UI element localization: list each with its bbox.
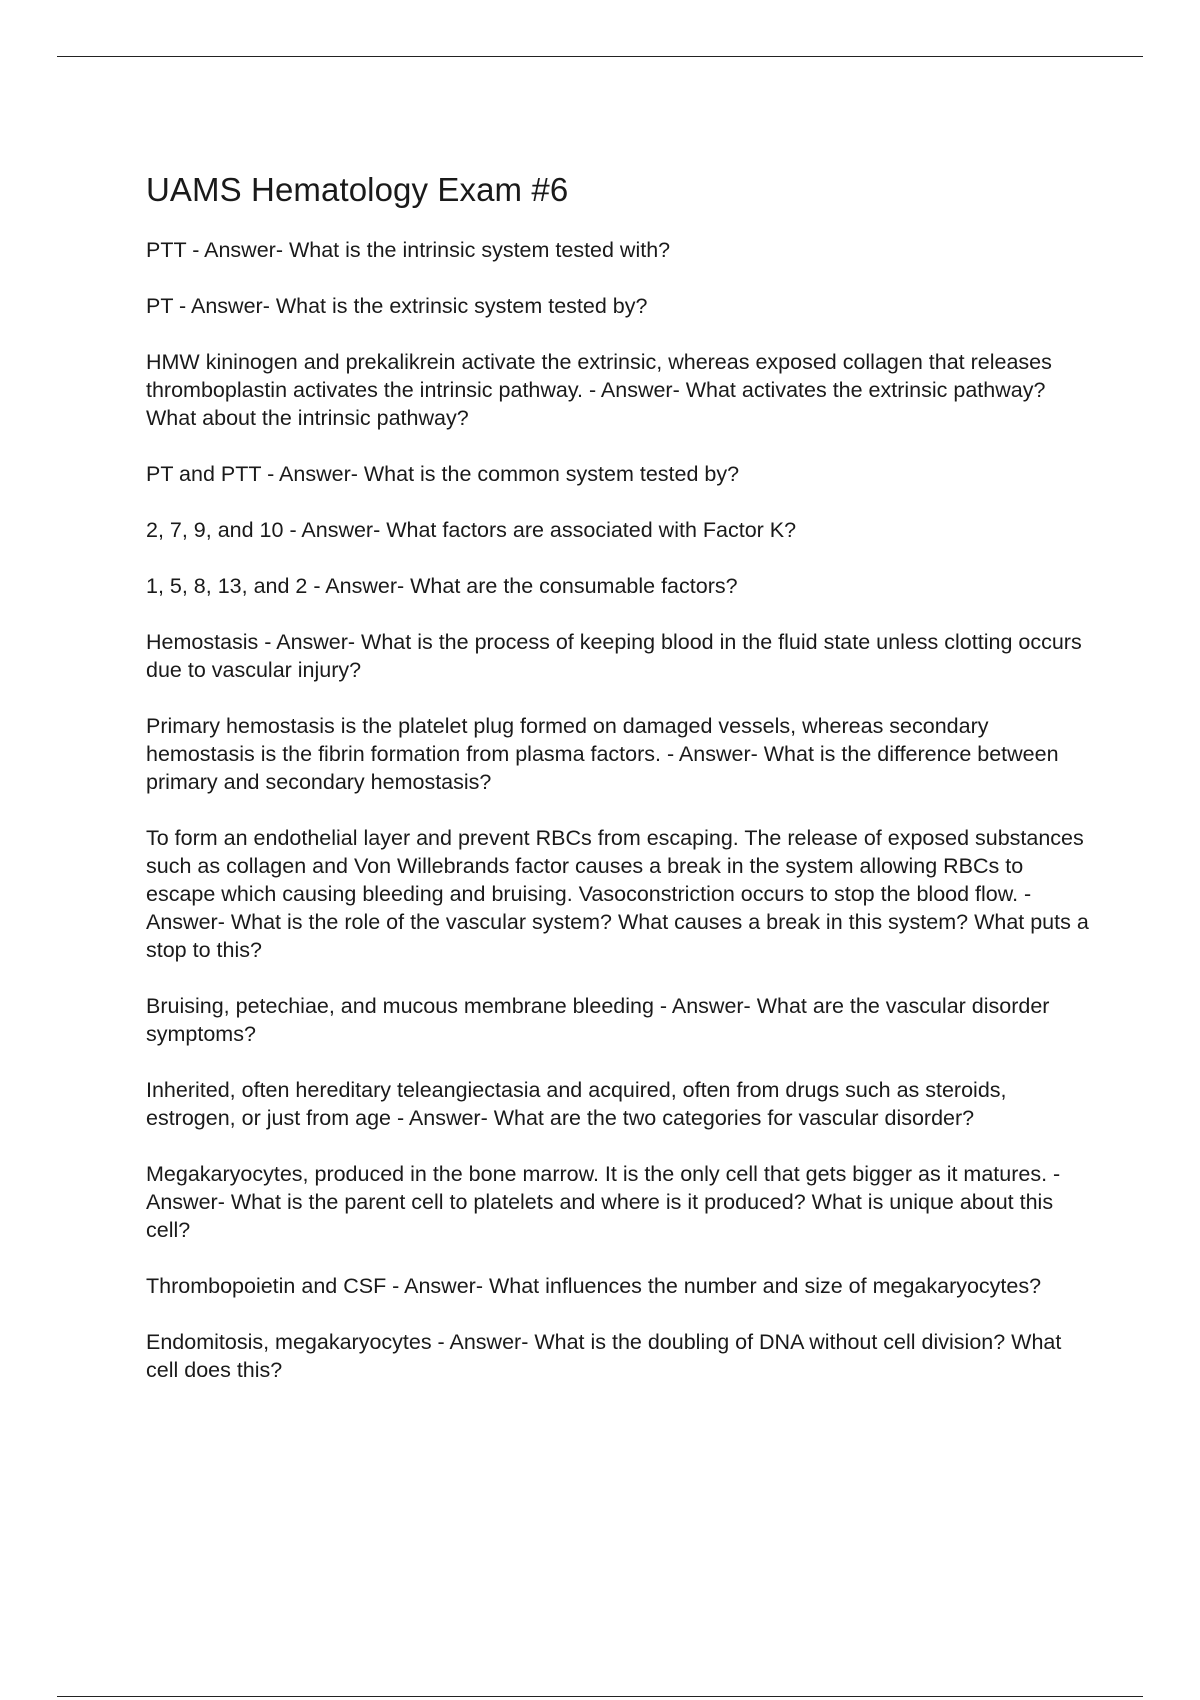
document-body (146, 170, 1096, 1412)
qa-item: Bruising, petechiae, and mucous membrane bleeding - Answer- What are the vascular disorder symptoms? (146, 993, 1050, 1046)
qa-item: Megakaryocytes, produced in the bone marrow. It is the only cell that gets bigger as it matures. - Answer- What is the parent cell to platelets and where is it produced? What is unique about this cell? (146, 1161, 1061, 1242)
qa-item: PTT - Answer- What is the intrinsic system tested with? (146, 237, 671, 262)
qa-item: Endomitosis, megakaryocytes - Answer- What is the doubling of DNA without cell division? What cell does this? (146, 1329, 1062, 1382)
qa-item: PT - Answer- What is the extrinsic system tested by? (146, 293, 648, 318)
qa-item: To form an endothelial layer and prevent RBCs from escaping. The release of exposed substances such as collagen and Von Willebrands factor causes a break in the system allowing RBCs to escape which causing bleeding and bruising. Vasoconstriction occurs to stop the blood flow. - Answer- What is the role of the vascular system? What causes a break in this system? What puts a stop to this? (146, 825, 1089, 962)
qa-item: HMW kininogen and prekalikrein activate the extrinsic, whereas exposed collagen that releases thromboplastin activates the intrinsic pathway. - Answer- What activates the extrinsic pathway? What about the intrinsic pathway? (146, 349, 1052, 430)
document-title: UAMS Hematology Exam #6 (146, 171, 569, 208)
qa-item: Inherited, often hereditary teleangiectasia and acquired, often from drugs such as steroids, estrogen, or just from age - Answer- What are the two categories for vascular disorder? (146, 1077, 1007, 1130)
qa-item: Primary hemostasis is the platelet plug formed on damaged vessels, whereas secondary hemostasis is the fibrin formation from plasma factors. - Answer- What is the difference between primary and secondary hemostasis? (146, 713, 1059, 794)
qa-item: Hemostasis - Answer- What is the process of keeping blood in the fluid state unless clotting occurs due to vascular injury? (146, 629, 1082, 682)
footer-rule (57, 1696, 1143, 1697)
header-rule (57, 56, 1143, 57)
qa-item: 1, 5, 8, 13, and 2 - Answer- What are the consumable factors? (146, 573, 738, 598)
qa-item: 2, 7, 9, and 10 - Answer- What factors are associated with Factor K? (146, 517, 797, 542)
qa-item: Thrombopoietin and CSF - Answer- What influences the number and size of megakaryocytes? (146, 1273, 1042, 1298)
qa-item: PT and PTT - Answer- What is the common system tested by? (146, 461, 740, 486)
